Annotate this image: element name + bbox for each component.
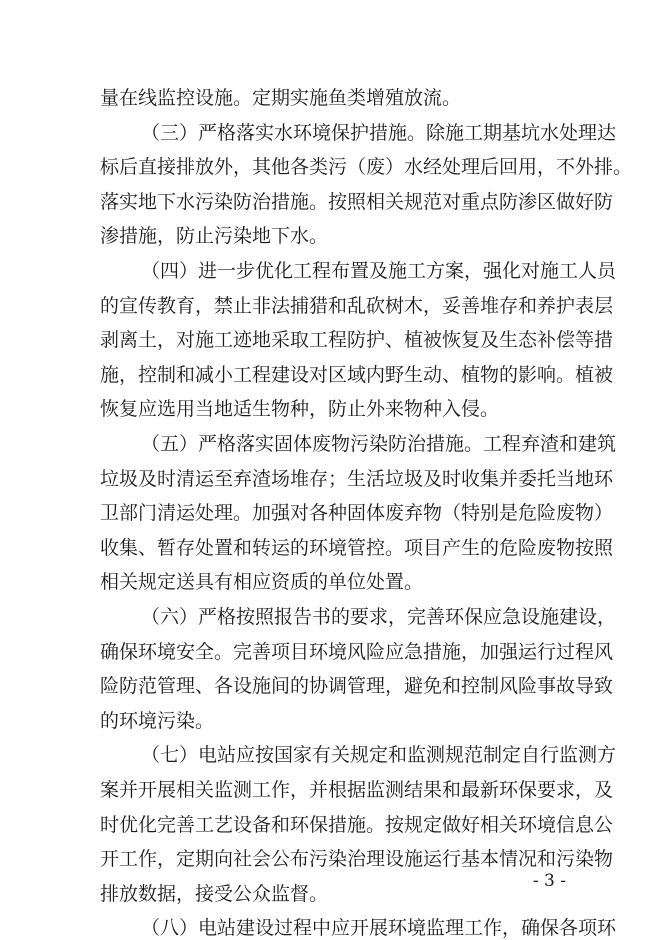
paragraph-line: （五）严格落实固体废物污染防治措施。工程弃渣和建筑 (141, 433, 617, 455)
paragraph-line: 时优化完善工艺设备和环保措施。按规定做好相关环境信息公 (100, 814, 614, 836)
page-number: - 3 - (532, 871, 566, 891)
paragraph-line: 收集、暂存处置和转运的环境管控。项目产生的危险废物按照 (100, 537, 614, 559)
paragraph-line: （四）进一步优化工程布置及施工方案，强化对施工人员 (141, 260, 617, 282)
paragraph-line: 垃圾及时清运至弃渣场堆存；生活垃圾及时收集并委托当地环 (100, 468, 614, 490)
paragraph-line: 险防范管理、各设施间的协调管理，避免和控制风险事故导致 (100, 675, 614, 697)
paragraph-line: 开工作，定期向社会公布污染治理设施运行基本情况和污染物 (100, 848, 614, 870)
paragraph-line: （六）严格按照报告书的要求，完善环保应急设施建设， (141, 606, 617, 628)
paragraph-line: 剥离土，对施工迹地采取工程防护、植被恢复及生态补偿等措 (100, 329, 614, 351)
paragraph-line: 渗措施，防止污染地下水。 (100, 225, 329, 247)
paragraph-line: 恢复应选用当地适生物种，防止外来物种入侵。 (100, 398, 500, 420)
paragraph-line: 的宣传教育，禁止非法捕猎和乱砍树木，妥善堆存和养护表层 (100, 295, 614, 317)
paragraph-line: 确保环境安全。完善项目环境风险应急措施，加强运行过程风 (100, 641, 614, 663)
paragraph-line: （三）严格落实水环境保护措施。除施工期基坑水处理达 (141, 122, 617, 144)
paragraph-line: 落实地下水污染防治措施。按照相关规范对重点防渗区做好防 (100, 191, 614, 213)
paragraph-line: 案并开展相关监测工作，并根据监测结果和最新环保要求，及 (100, 779, 614, 801)
paragraph-line: 排放数据，接受公众监督。 (100, 883, 329, 905)
paragraph-line: （八）电站建设过程中应开展环境监理工作，确保各项环 (141, 917, 617, 939)
paragraph-line: 量在线监控设施。定期实施鱼类增殖放流。 (100, 87, 462, 109)
paragraph-line: 标后直接排放外，其他各类污（废）水经处理后回用，不外排。 (100, 156, 633, 178)
paragraph-line: （七）电站应按国家有关规定和监测规范制定自行监测方 (141, 744, 617, 766)
paragraph-line: 的环境污染。 (100, 710, 215, 732)
paragraph-line: 相关规定送具有相应资质的单位处置。 (100, 571, 424, 593)
paragraph-line: 施，控制和减小工程建设对区域内野生动、植物的影响。植被 (100, 364, 614, 386)
paragraph-line: 卫部门清运处理。加强对各种固体废弃物（特别是危险废物） (100, 502, 614, 524)
